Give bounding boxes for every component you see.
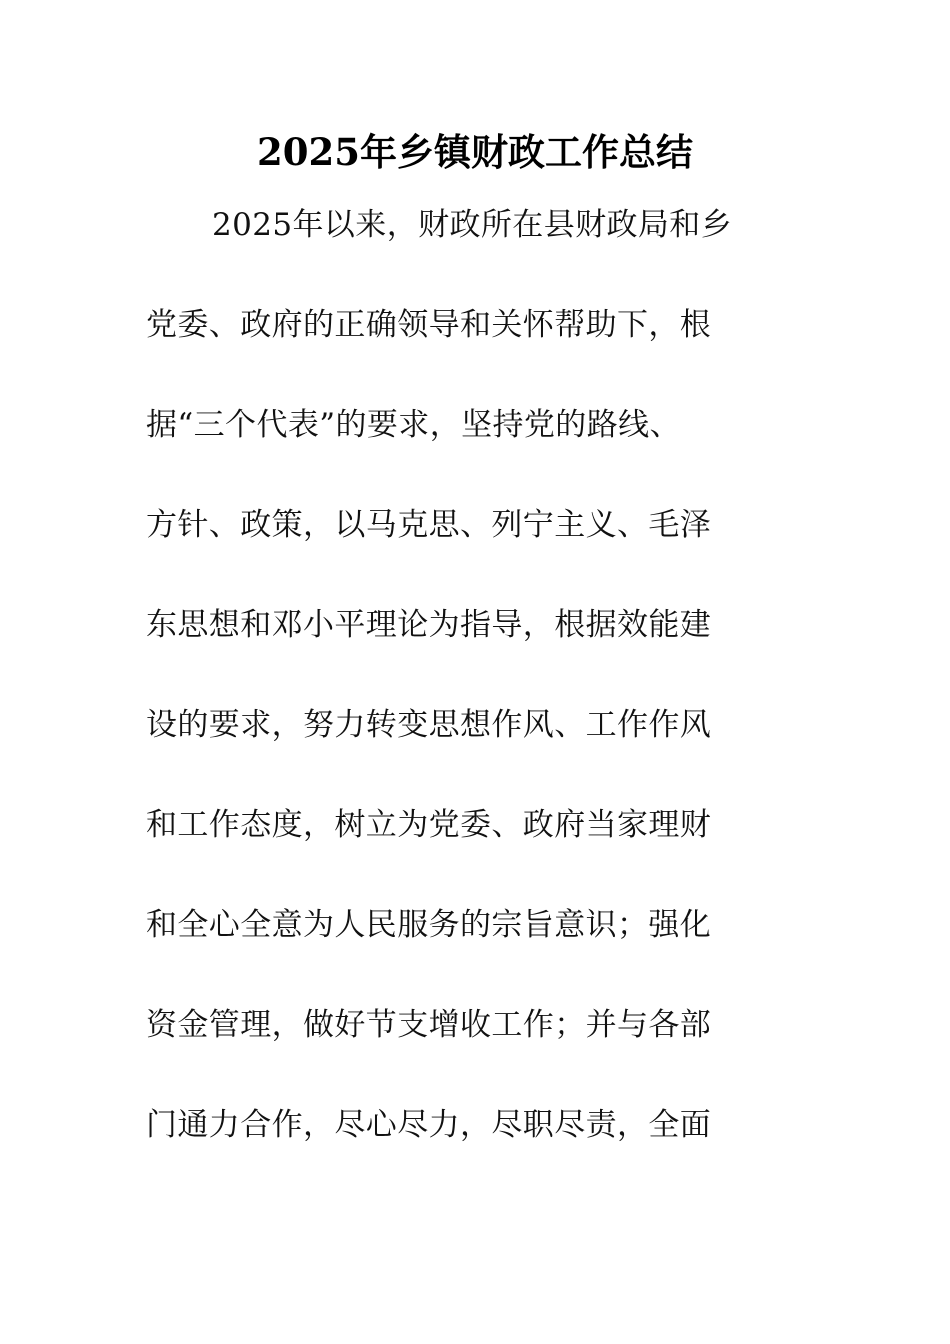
body-line: 门通力合作，尽心尽力，尽职尽责，全面 xyxy=(146,1107,712,1143)
body-line: 设的要求，努力转变思想作风、工作作风 xyxy=(146,707,712,743)
body-line: 资金管理，做好节支增收工作；并与各部 xyxy=(146,1007,712,1043)
body-line: 东思想和邓小平理论为指导，根据效能建 xyxy=(146,607,712,643)
body-line: 方针、政策，以马克思、列宁主义、毛泽 xyxy=(146,507,712,543)
body-line: 2025年以来，财政所在县财政局和乡 xyxy=(212,207,733,243)
document-title: 2025年乡镇财政工作总结 xyxy=(257,130,693,174)
body-line: 和全心全意为人民服务的宗旨意识；强化 xyxy=(146,907,712,943)
body-line: 党委、政府的正确领导和关怀帮助下，根 xyxy=(146,307,712,343)
body-line: 据“三个代表”的要求，坚持党的路线、 xyxy=(146,407,681,443)
body-line: 和工作态度，树立为党委、政府当家理财 xyxy=(146,807,712,843)
